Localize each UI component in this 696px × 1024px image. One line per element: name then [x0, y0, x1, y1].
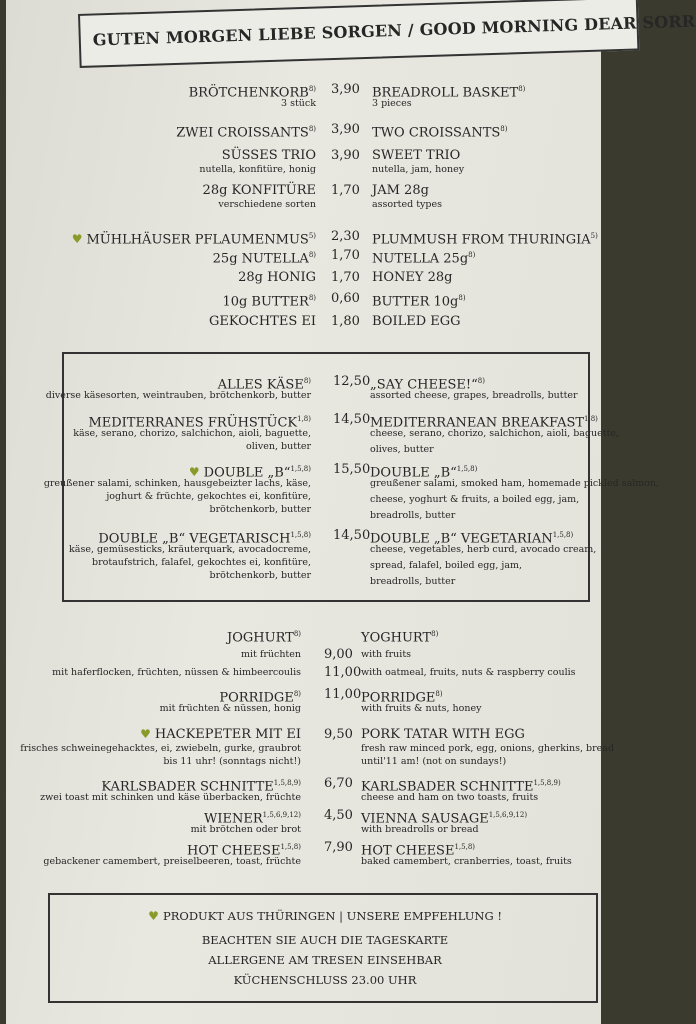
item-desc-de: zwei toast mit schinken und käse überbacken, früchte — [40, 792, 301, 803]
item-name-de: 10g BUTTER$^{8)}$ — [222, 294, 316, 310]
item-name-de: HOT CHEESE$^{1,5,8)}$ — [186, 843, 301, 859]
item-name-en: „SAY CHEESE!“$^{8)}$ — [370, 377, 485, 393]
item-name-de: ZWEI CROISSANTS$^{8)}$ — [176, 125, 316, 141]
item-desc-de: verschiedene sorten — [218, 199, 316, 210]
item-desc-en: assorted types — [372, 199, 442, 210]
item-desc-en: with breadrolls or bread — [361, 824, 479, 835]
item-desc-en: spread, falafel, boiled egg, jam, — [370, 560, 523, 571]
heart-icon: ♥ — [188, 465, 200, 480]
item-desc-de: frisches schweinegehacktes, ei, zwiebeln, gurke, graubrot — [20, 743, 301, 754]
footer-line-1: ♥ PRODUKT AUS THÜRINGEN | UNSERE EMPFEHLUNG ! — [148, 909, 502, 923]
item-name-en: JAM 28g — [372, 183, 429, 198]
item-desc-en: cheese, yoghurt & fruits, a boiled egg, jam, — [370, 494, 580, 505]
item-desc-de: joghurt & früchte, gekochtes ei, konfitüre, — [106, 491, 311, 502]
item-name-de: ♥ HACKEPETER MIT EI — [140, 727, 301, 742]
item-name-de: 28g HONIG — [238, 270, 316, 285]
item-price: 0,60 — [331, 291, 360, 306]
item-name-en: PORRIDGE$^{8)}$ — [361, 690, 443, 706]
item-name-en: TWO CROISSANTS$^{8)}$ — [372, 125, 508, 141]
item-name-de: KARLSBADER SCHNITTE$^{1,5,8,9)}$ — [101, 779, 301, 795]
heart-icon: ♥ — [148, 909, 159, 923]
menu-page — [6, 0, 696, 1024]
item-desc-en: until'11 am! (not on sundays!) — [361, 756, 507, 767]
item-price: 11,00 — [324, 665, 362, 680]
footer-line-2: BEACHTEN SIE AUCH DIE TAGESKARTE — [201, 933, 449, 947]
item-name-de: GEKOCHTES EI — [208, 314, 316, 329]
joghurt-de: JOGHURT$^{8)}$ — [227, 630, 301, 646]
item-desc-en: nutella, jam, honey — [372, 164, 465, 175]
footer-line-3: ALLERGENE AM TRESEN EINSEHBAR — [208, 953, 442, 967]
item-name-en: DOUBLE „B“ VEGETARIAN$^{1,5,8)}$ — [370, 531, 574, 547]
item-name-de: BRÖTCHENKORB$^{8)}$ — [188, 85, 316, 101]
item-desc-de: käse, serano, chorizo, salchichon, aioli, baguette, — [73, 428, 311, 439]
item-desc-de: nutella, konfitüre, honig — [199, 164, 316, 175]
item-name-de: DOUBLE „B“ VEGETARISCH$^{1,5,8)}$ — [98, 531, 311, 547]
item-desc-de: bis 11 uhr! (sonntags nicht!) — [163, 756, 301, 767]
item-price: 3,90 — [331, 148, 360, 163]
joghurt-en: YOGHURT$^{8)}$ — [361, 630, 439, 646]
item-name-en: SWEET TRIO — [372, 148, 461, 163]
item-name-de: MEDITERRANES FRÜHSTÜCK$^{1,8)}$ — [88, 415, 311, 431]
item-price: 1,80 — [331, 314, 360, 329]
footer-line-4: KÜCHENSCHLUSS 23.00 UHR — [233, 973, 417, 987]
item-desc-de: oliven, butter — [246, 441, 311, 452]
item-desc-en: assorted cheese, grapes, breadrolls, butter — [370, 390, 578, 401]
item-desc-de: gebackener camembert, preiselbeeren, toast, früchte — [43, 856, 301, 867]
item-price: 6,70 — [324, 776, 353, 791]
item-name-en: DOUBLE „B“$^{1,5,8)}$ — [370, 465, 478, 481]
item-desc-de: käse, gemüsesticks, kräuterquark, avocadocreme, — [69, 544, 311, 555]
item-desc-en: with fruits & nuts, honey — [361, 703, 482, 714]
item-name-en: MEDITERRANEAN BREAKFAST$^{1,8)}$ — [370, 415, 598, 431]
item-name-de: ALLES KÄSE$^{8)}$ — [217, 377, 311, 393]
item-price: 14,50 — [333, 528, 371, 543]
item-name-en: HOT CHEESE$^{1,5,8)}$ — [361, 843, 476, 859]
item-name-en: HONEY 28g — [372, 270, 453, 285]
item-name-en: PORK TATAR WITH EGG — [361, 727, 525, 742]
info-box — [48, 893, 598, 1003]
item-desc-de: 3 stück — [281, 98, 316, 109]
item-price: 11,00 — [324, 687, 362, 702]
item-price: 1,70 — [331, 183, 360, 198]
item-name-en: BUTTER $10g^{8)}$ — [372, 294, 466, 310]
item-desc-en: with oatmeal, fruits, nuts & raspberry coulis — [361, 667, 576, 678]
item-name-en: KARLSBADER SCHNITTE$^{1,5,8,9)}$ — [361, 779, 561, 795]
item-price: 12,50 — [333, 374, 371, 389]
item-desc-de: brotaufstrich, falafel, gekochtes ei, konfitüre, — [91, 557, 311, 568]
item-name-de: ♥ MÜHLHÄUSER PFLAUMENMUS$^{5)}$ — [71, 232, 316, 248]
item-name-en: PLUMMUSH FROM THURINGIA$^{5)}$ — [372, 232, 598, 248]
item-desc-en: 3 pieces — [372, 98, 412, 109]
item-desc-de: mit früchten & nüssen, honig — [159, 703, 301, 714]
item-name-en: VIENNA SAUSAGE$^{1,5,6,9,12)}$ — [361, 811, 528, 827]
item-desc-en: cheese, serano, chorizo, salchichon, aioli, baguette, — [370, 428, 620, 439]
item-name-de: WIENER$^{1,5,6,9,12)}$ — [204, 811, 301, 827]
item-desc-en: breadrolls, butter — [370, 576, 456, 587]
item-desc-de: diverse käsesorten, weintrauben, brötchenkorb, butter — [45, 390, 311, 401]
item-price: 4,50 — [324, 808, 353, 823]
heart-icon: ♥ — [71, 232, 83, 247]
menu-header — [78, 0, 696, 68]
item-desc-en: breadrolls, butter — [370, 510, 456, 521]
item-desc-de: mit brötchen oder brot — [190, 824, 301, 835]
item-name-de: 25g NUTELLA$^{8)}$ — [212, 251, 316, 267]
item-desc-en: with fruits — [361, 649, 412, 660]
item-desc-en: olives, butter — [370, 444, 434, 455]
item-name-de: PORRIDGE$^{8)}$ — [219, 690, 301, 706]
item-price: 3,90 — [331, 82, 360, 97]
item-price: 1,70 — [331, 270, 360, 285]
item-price: 1,70 — [331, 248, 360, 263]
item-name-de: ♥ DOUBLE „B“$^{1,5,8)}$ — [188, 465, 311, 481]
item-name-de: SÜSSES TRIO — [221, 148, 316, 163]
item-name-en: BREADROLL BASKET$^{8)}$ — [372, 85, 526, 101]
item-desc-en: cheese and ham on two toasts, fruits — [361, 792, 539, 803]
item-desc-en: cheese, vegetables, herb curd, avocado cream, — [370, 544, 597, 555]
item-price: 2,30 — [331, 229, 360, 244]
item-desc-de: brötchenkorb, butter — [209, 570, 311, 581]
heart-icon: ♥ — [140, 727, 151, 741]
item-price: 7,90 — [324, 840, 353, 855]
item-price: 9,50 — [324, 727, 353, 742]
item-price: 14,50 — [333, 412, 371, 427]
item-desc-de: mit früchten — [240, 649, 301, 660]
item-name-de: 28g KONFITÜRE — [202, 183, 316, 198]
header-title: GUTEN MORGEN LIEBE SORGEN / GOOD MORNING DEAR SORR — [92, 11, 696, 50]
item-desc-de: brötchenkorb, butter — [209, 504, 311, 515]
item-desc-en: greußener salami, smoked ham, homemade pickled salmon, — [370, 478, 660, 489]
item-name-en: NUTELLA $25g^{8)}$ — [372, 251, 476, 267]
item-price: 15,50 — [333, 462, 371, 477]
item-desc-en: baked camembert, cranberries, toast, fruits — [361, 856, 572, 867]
item-price: 9,00 — [324, 647, 353, 662]
item-desc-de: greußener salami, schinken, hausgebeizter lachs, käse, — [43, 478, 311, 489]
item-desc-en: fresh raw minced pork, egg, onions, gherkins, bread — [361, 743, 615, 754]
item-name-en: BOILED EGG — [372, 314, 461, 329]
item-price: 3,90 — [331, 122, 360, 137]
item-desc-de: mit haferflocken, früchten, nüssen & himbeercoulis — [52, 667, 301, 678]
